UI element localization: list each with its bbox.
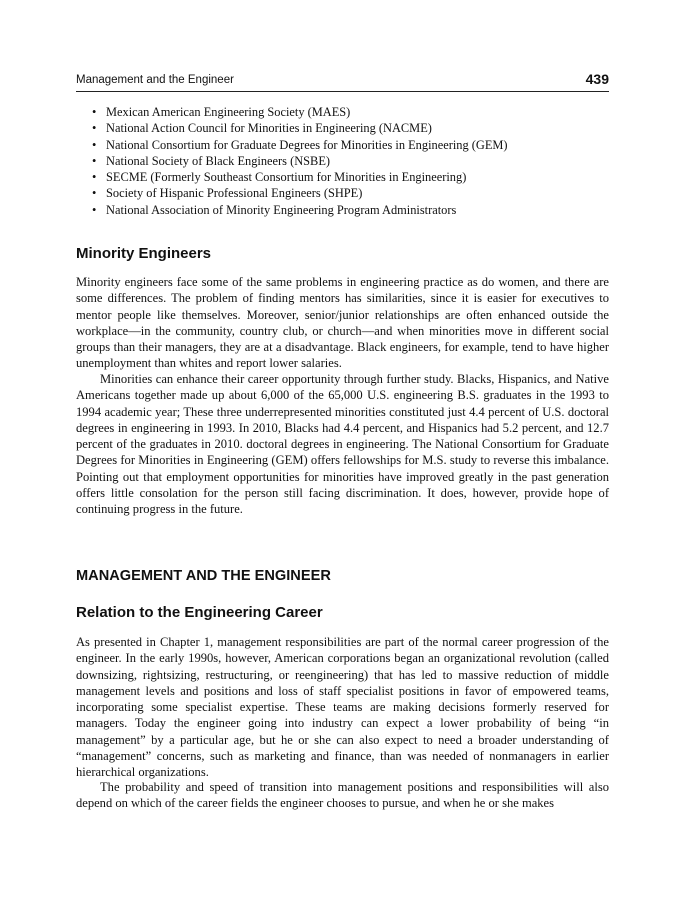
paragraph-minority-2: Minorities can enhance their career opportunity through further study. Blacks, Hispanics, and Native Americans together made up about 6,000 of the 65,000 U.S. engineering B.S. graduates in the 1993 to 1994 academic year; These three underrepresented minorities constituted just 4.4 percent of U.S. doctoral degrees in engineering in 1993. In 2010, Blacks had 4.4 percent, and Hispanics had 5.2 percent, and 12.7 percent of the graduates in 2010. doctoral degrees in engineering. The National Consortium for Graduate Degrees for Minorities in Engineering (GEM) offers fellowships for M.S. study to reverse this imbalance. Pointing out that employment opportunities for minorities have improved greatly in the past generation offers little consolation for the person still facing discrimination. It does, however, provide hope of continuing progress in the future.	[76, 372, 609, 516]
list-item: • National Action Council for Minorities in Engineering (NACME)	[92, 121, 432, 136]
bullet-icon: •	[92, 202, 97, 217]
paragraph-relation-1: As presented in Chapter 1, management responsibilities are part of the normal career progression of the engineer. In the early 1990s, however, American corporations began an organizational revolution (called downsizing, rightsizing, restructuring, or reengineering) that has led to massive reduction of middle management levels and positions and loss of staff specialist positions in favor of empowered teams, incorporating some specialist expertise. These teams are making decisions formerly reserved for managers. Today the engineer going into industry can expect a lower probability of being “in management” by a particular age, but he or she can also expect to need a broader understanding of “management” concerns, such as marketing and finance, than was needed of nonmanagers in earlier hierarchical organizations.	[76, 635, 609, 779]
list-item: • Society of Hispanic Professional Engineers (SHPE)	[92, 186, 363, 201]
chapter-section-heading: MANAGEMENT AND THE ENGINEER	[76, 568, 331, 584]
bullet-icon: •	[92, 121, 97, 136]
section-heading-minority-engineers: Minority Engineers	[76, 245, 212, 262]
running-header	[76, 71, 609, 92]
organization-list	[92, 104, 612, 218]
running-title: Management and the Engineer	[76, 74, 234, 86]
page-number: 439	[585, 71, 609, 87]
bullet-icon: •	[92, 153, 97, 168]
paragraph-minority-1: Minority engineers face some of the same problems in engineering practice as do women, and there are some differences. The problem of finding mentors has similarities, since it is easier for executives to mentor people like themselves. Moreover, senior/junior relationships are often enhanced outside the workplace—in the community, country club, or church—and when minorities move in different social groups than their managers, they are at a disadvantage. Black engineers, for example, tend to have higher unemployment than whites and report lower salaries.	[76, 275, 609, 371]
paragraph-relation-2: The probability and speed of transition into management positions and responsibilities will also depend on which of the career fields the engineer chooses to pursue, and when he or she makes	[76, 780, 609, 811]
list-item: • National Society of Black Engineers (NSBE)	[92, 153, 331, 168]
list-item: • SECME (Formerly Southeast Consortium for Minorities in Engineering)	[92, 170, 467, 185]
bullet-icon: •	[92, 137, 97, 152]
list-item: • National Consortium for Graduate Degrees for Minorities in Engineering (GEM)	[92, 137, 508, 152]
bullet-icon: •	[92, 105, 97, 119]
list-item: • National Association of Minority Engineering Program Administrators	[92, 202, 457, 217]
bullet-icon: •	[92, 170, 97, 185]
bullet-icon: •	[92, 186, 97, 201]
list-item: • Mexican American Engineering Society (MAES)	[92, 105, 351, 119]
subsection-heading-relation: Relation to the Engineering Career	[76, 604, 323, 621]
